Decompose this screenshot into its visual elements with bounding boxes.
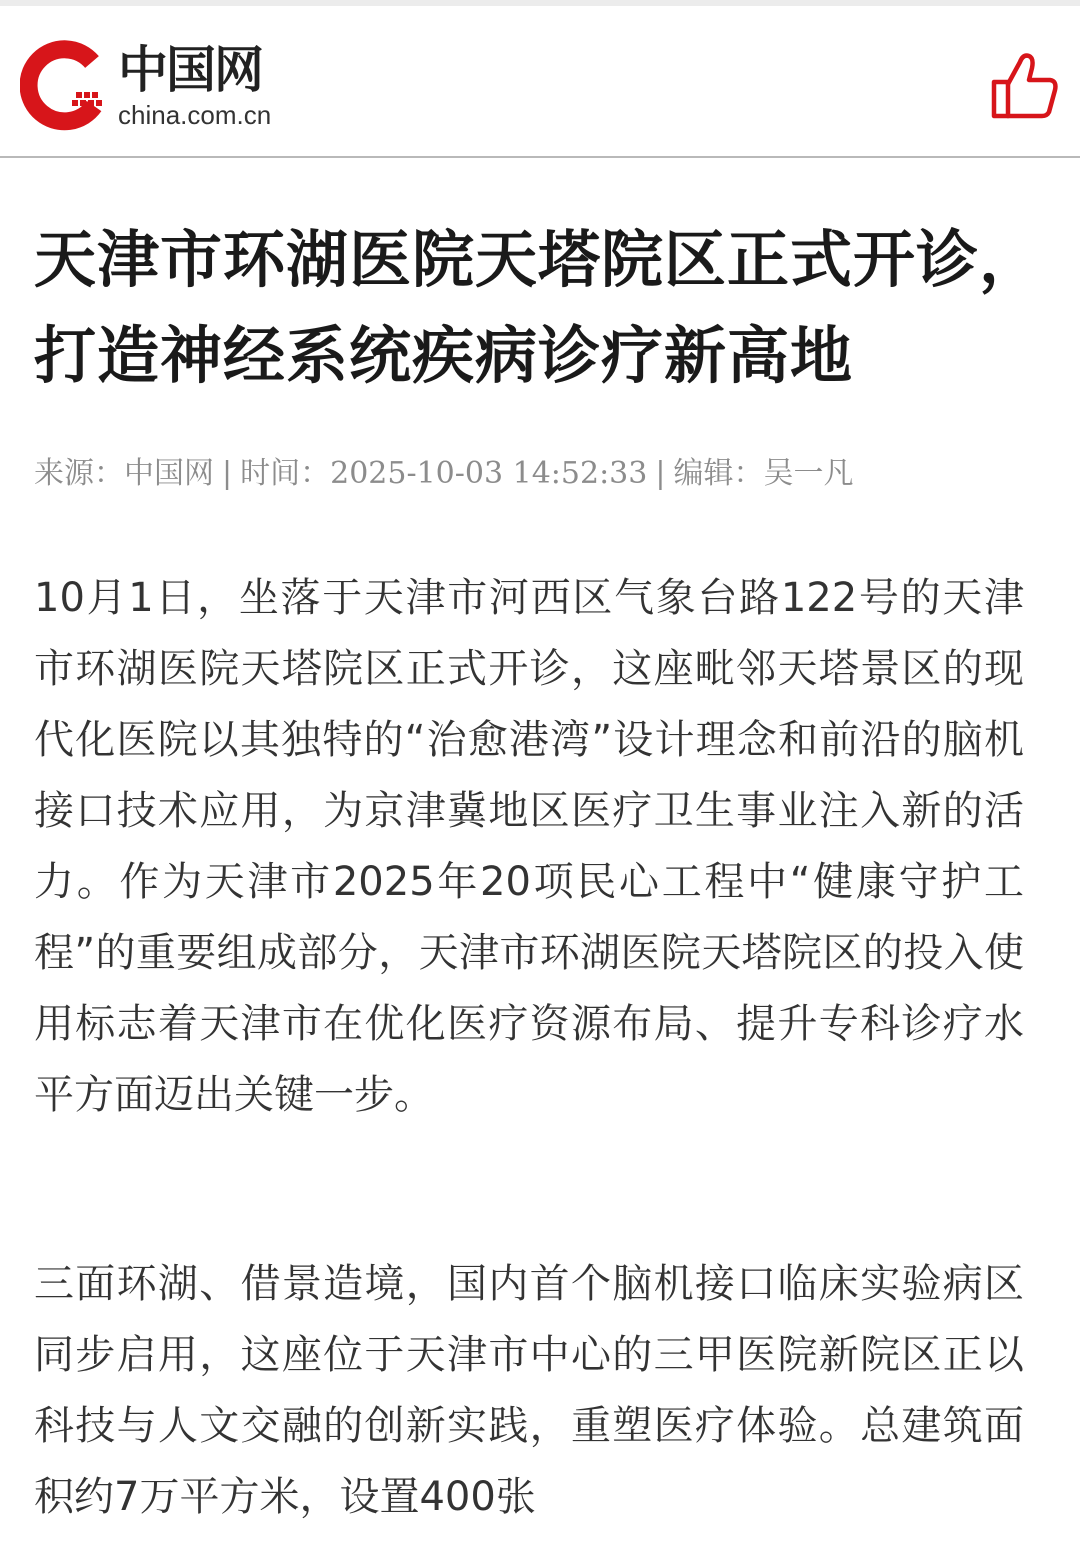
- publish-time: 2025-10-03 14:52:33: [330, 456, 648, 491]
- china-net-logo[interactable]: [20, 40, 290, 136]
- source-name: 中国网: [124, 456, 214, 491]
- editor-label: 编辑：: [673, 456, 764, 491]
- meta-separator: |: [655, 456, 666, 491]
- article-title: 天津市环湖医院天塔院区正式开诊，打造神经系统疾病诊疗新高地: [34, 223, 1043, 392]
- article-paragraph: 三面环湖、借景造境，国内首个脑机接口临床实验病区同步启用，这座位于天津市中心的三甲医院新院区正以科技与人文交融的创新实践，重塑医疗体验。总建筑面积约7万平方米，设置400张: [34, 1261, 1024, 1520]
- logo-domain: china.com.cn: [118, 100, 272, 130]
- article-paragraph: 10月1日，坐落于天津市河西区气象台路122号的天津市环湖医院天塔院区正式开诊，这座毗邻天塔景区的现代化医院以其独特的“治愈港湾”设计理念和前沿的脑机接口技术应用，为京津冀地区医疗卫生事业注入新的活力。作为天津市2025年20项民心工程中“健康守护工程”的重要组成部分，天津市环湖医院天塔院区的投入使用标志着天津市在优化医疗资源布局、提升专科诊疗水平方面迈出关键一步。: [34, 575, 1024, 1118]
- thumbs-up-icon: [990, 50, 1060, 122]
- thumbs-up-button[interactable]: [990, 50, 1060, 122]
- source-label: 来源：: [34, 456, 124, 491]
- time-label: 时间：: [240, 456, 331, 491]
- logo-chinese-name: 中国网: [118, 41, 262, 99]
- article-meta: [34, 452, 1044, 496]
- editor-name: 吴一凡: [763, 456, 854, 491]
- meta-separator: |: [222, 456, 233, 491]
- china-net-logo-icon: [20, 40, 112, 132]
- site-header: [0, 6, 1080, 158]
